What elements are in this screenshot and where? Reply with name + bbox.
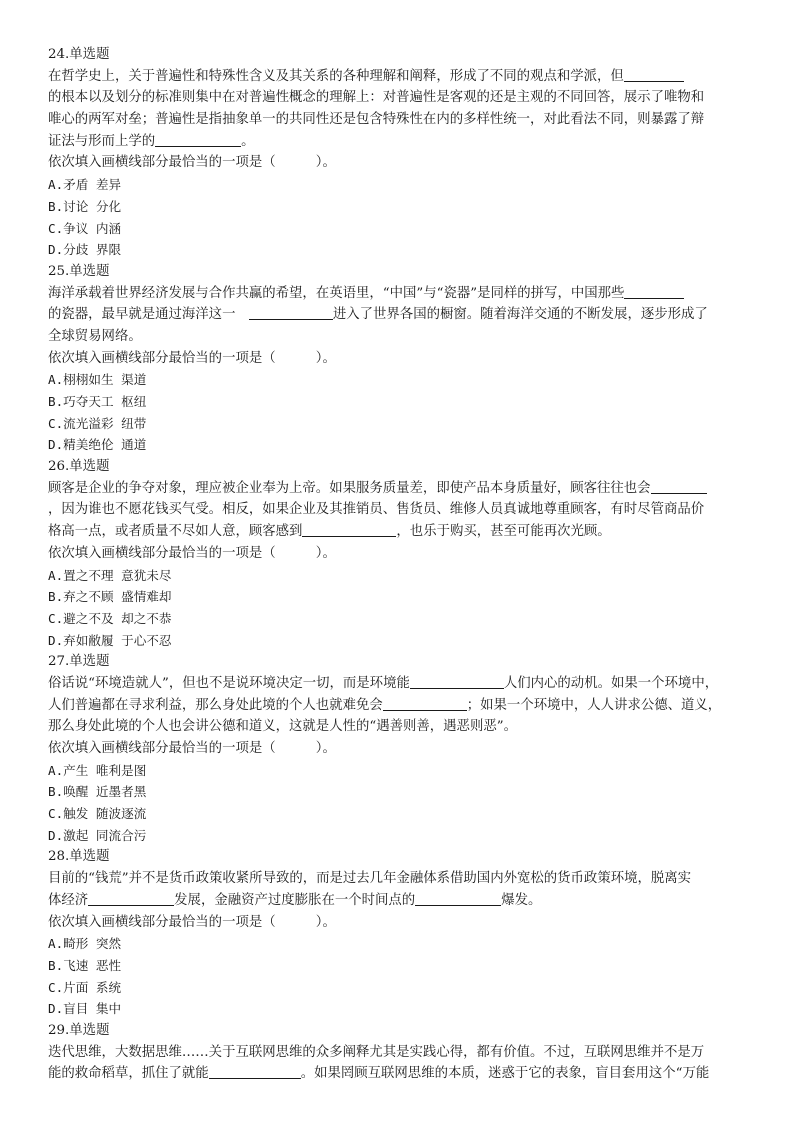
answer-blank — [155, 132, 241, 147]
question-instruction: 依次填入画横线部分最恰当的一项是（ ）。 — [48, 914, 336, 930]
question-text: 的根本以及划分的标准则集中在对普遍性概念的理解上：对普遍性是客观的还是主观的不同回答，展示了唯物和 — [48, 90, 705, 106]
option-b[interactable]: B.唤醒 近墨者黑 — [48, 784, 147, 800]
question-text: 的瓷器，最早就是通过海洋这一 进入了世界各国的橱窗。随着海洋交通的不断发展，逐步形成了 — [48, 307, 708, 323]
answer-blank — [651, 479, 707, 494]
question-text: 体经济 发展，金融资产过度膨胀在一个时间点的 爆发。 — [48, 892, 542, 908]
answer-blank — [88, 891, 174, 906]
question-header: 24.单选题 — [48, 47, 110, 62]
option-d[interactable]: D.分歧 界限 — [48, 242, 122, 258]
option-d[interactable]: D.激起 同流合污 — [48, 827, 147, 843]
answer-blank — [383, 696, 467, 711]
option-d[interactable]: D.弃如敝履 于心不忍 — [48, 632, 172, 648]
question-header: 29.单选题 — [48, 1022, 110, 1038]
option-c[interactable]: C.避之不及 却之不恭 — [48, 610, 172, 626]
answer-blank — [209, 1064, 301, 1079]
question-header: 26.单选题 — [48, 459, 110, 475]
answer-blank — [410, 674, 504, 689]
option-d[interactable]: D.盲目 集中 — [48, 1001, 122, 1017]
question-text: 那么身处此境的个人也会讲公德和道义，这就是人性的“遇善则善，遇恶则恶”。 — [48, 719, 517, 735]
option-b[interactable]: B.飞速 恶性 — [48, 957, 122, 973]
question-header: 25.单选题 — [48, 263, 110, 279]
option-c[interactable]: C.片面 系统 — [48, 979, 122, 995]
answer-blank — [624, 284, 684, 299]
option-a[interactable]: A.栩栩如生 渠道 — [48, 372, 147, 388]
question-instruction: 依次填入画横线部分最恰当的一项是（ ）。 — [48, 155, 336, 171]
question-text: 全球贸易网络。 — [48, 328, 142, 344]
question-text: 在哲学史上，关于普遍性和特殊性含义及其关系的各种理解和阐释，形成了不同的观点和学派，但 — [48, 66, 758, 88]
question-header: 27.单选题 — [48, 654, 110, 670]
answer-blank — [415, 891, 501, 906]
option-b[interactable]: B.讨论 分化 — [48, 198, 122, 214]
option-b[interactable]: B.巧夺天工 枢纽 — [48, 394, 147, 409]
question-text: 人们普遍都在寻求利益，那么身处此境的个人也就难免会 ；如果一个环境中，人人讲求公德、道义， — [48, 697, 722, 713]
question-text: 顾客是企业的争夺对象，理应被企业奉为上帝。如果服务质量差，即使产品本身质量好，顾客往往也会 — [48, 478, 758, 500]
question-text: 唯心的两军对垒；普遍性是指抽象单一的共同性还是包含特殊性在内的多样性统一，对此看法不同，则暴露了辩 — [48, 112, 705, 128]
option-a[interactable]: A.畸形 突然 — [48, 936, 122, 952]
question-text: 海洋承载着世界经济发展与合作共赢的希望，在英语里，“中国”与“瓷器”是同样的拼写，中国那些 — [48, 283, 758, 305]
question-header: 28.单选题 — [48, 849, 110, 865]
question-text: 格高一点，或者质量不尽如人意，顾客感到 ，也乐于购买，甚至可能再次光顾。 — [48, 524, 611, 540]
question-text: 证法与形而上学的 。 — [48, 133, 255, 149]
question-instruction: 依次填入画横线部分最恰当的一项是（ ）。 — [48, 350, 336, 366]
option-a[interactable]: A.置之不理 意犹未尽 — [48, 567, 172, 583]
question-text: 俗话说“环境造就人”，但也不是说环境决定一切，而是环境能 人们内心的动机。如果一个环境中， — [48, 675, 719, 691]
option-b[interactable]: B.弃之不顾 盛情难却 — [48, 589, 172, 605]
question-text: 迭代思维，大数据思维……关于互联网思维的众多阐释尤其是实践心得，都有价值。不过，互联网思维并不是万 — [48, 1044, 705, 1060]
option-a[interactable]: A.产生 唯利是图 — [48, 762, 147, 778]
option-d[interactable]: D.精美绝伦 通道 — [48, 437, 147, 453]
question-instruction: 依次填入画横线部分最恰当的一项是（ ）。 — [48, 545, 336, 561]
option-a[interactable]: A.矛盾 差异 — [48, 177, 122, 193]
answer-blank — [302, 522, 396, 537]
question-text: 能的救命稻草，抓住了就能 。如果罔顾互联网思维的本质，迷惑于它的表象，盲目套用这个“万能 — [48, 1066, 710, 1082]
answer-blank — [624, 67, 684, 82]
question-sheet — [48, 44, 758, 1085]
option-c[interactable]: C.触发 随波逐流 — [48, 806, 147, 822]
question-text: ，因为谁也不愿花钱买气受。相反，如果企业及其推销员、售货员、维修人员真诚地尊重顾客，有时尽管商品价 — [48, 502, 705, 518]
option-c[interactable]: C.争议 内涵 — [48, 220, 122, 236]
question-text: 目前的“钱荒”并不是货币政策收紧所导致的，而是过去几年金融体系借助国内外宽松的货币政策环境，脱离实 — [48, 871, 692, 887]
answer-blank — [249, 305, 333, 320]
option-c[interactable]: C.流光溢彩 纽带 — [48, 415, 147, 431]
question-instruction: 依次填入画横线部分最恰当的一项是（ ）。 — [48, 741, 336, 756]
